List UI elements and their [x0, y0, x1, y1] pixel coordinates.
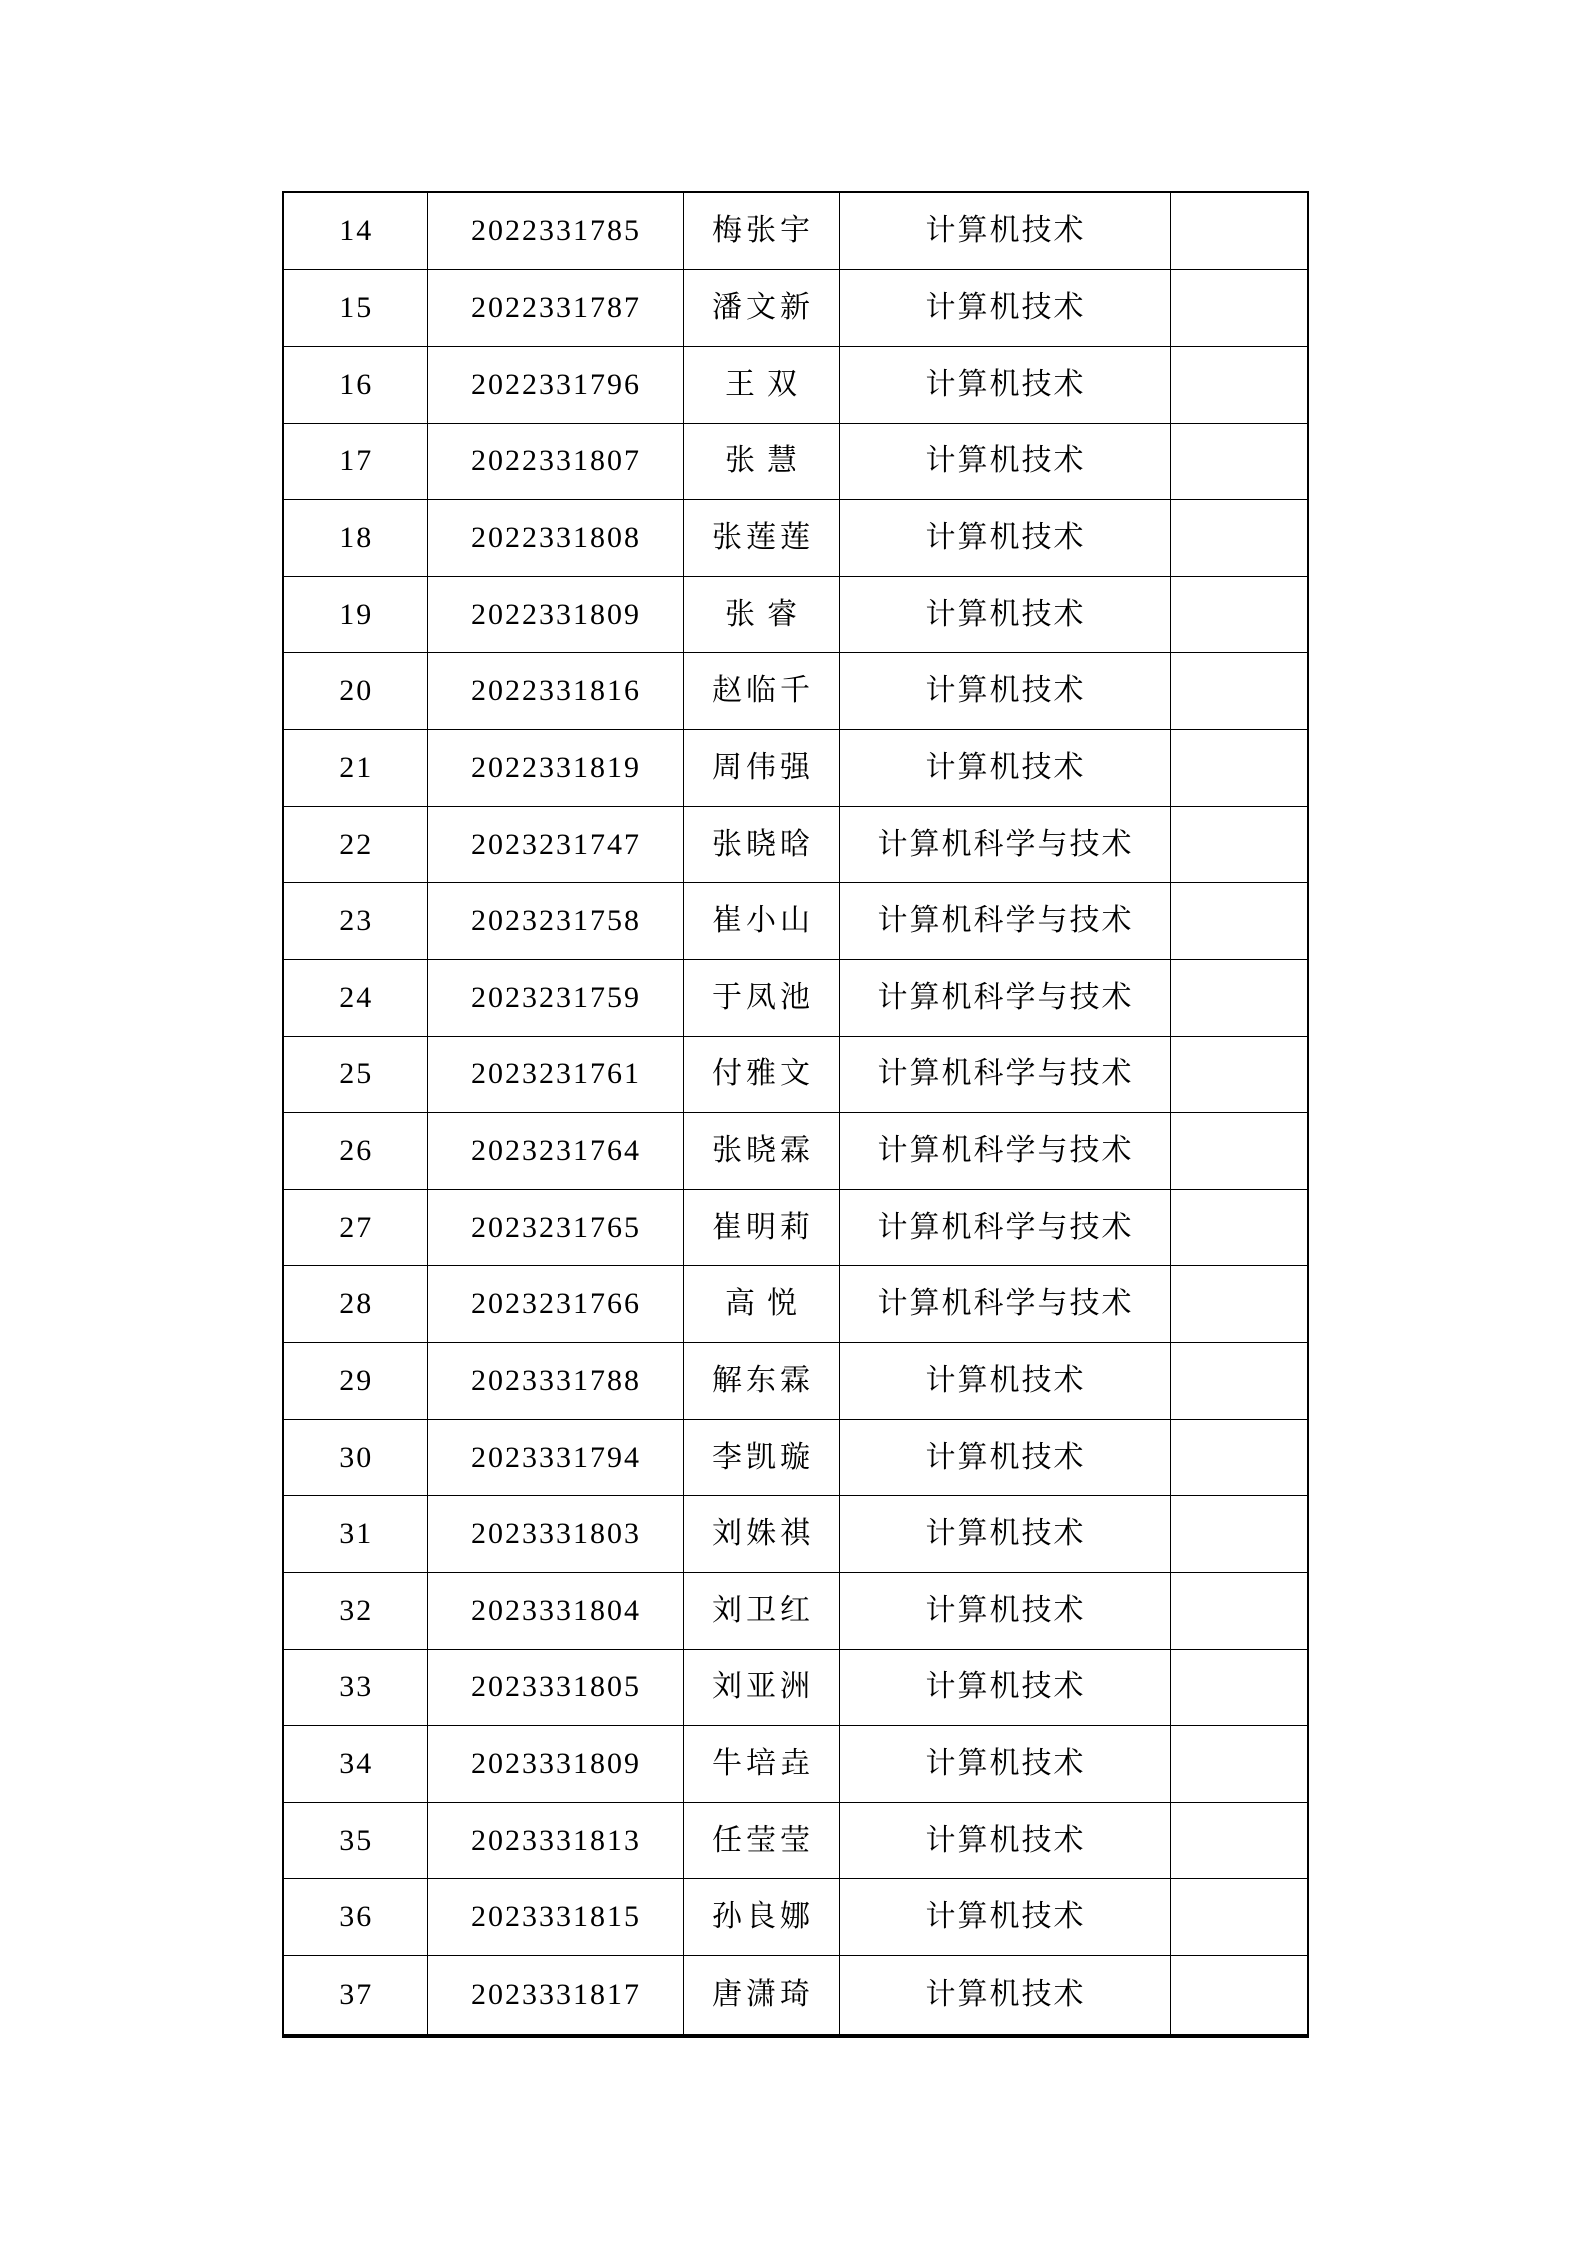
cell-remark	[1170, 1726, 1308, 1803]
cell-remark	[1170, 1113, 1308, 1190]
table-row	[283, 423, 1308, 500]
cell-remark	[1170, 423, 1308, 500]
cell-remark	[1170, 346, 1308, 423]
table-row	[283, 1343, 1308, 1420]
cell-row-number: 16	[283, 346, 427, 423]
cell-major: 计算机技术	[839, 423, 1170, 500]
cell-student-id: 2023231759	[427, 959, 683, 1036]
cell-student-id: 2023331794	[427, 1419, 683, 1496]
cell-student-name: 牛培垚	[683, 1726, 839, 1803]
cell-row-number: 19	[283, 576, 427, 653]
cell-major: 计算机科学与技术	[839, 1113, 1170, 1190]
cell-remark	[1170, 730, 1308, 807]
cell-remark	[1170, 1036, 1308, 1113]
cell-row-number: 18	[283, 500, 427, 577]
cell-row-number: 22	[283, 806, 427, 883]
cell-student-id: 2022331816	[427, 653, 683, 730]
table-row	[283, 806, 1308, 883]
cell-student-id: 2022331807	[427, 423, 683, 500]
cell-row-number: 36	[283, 1879, 427, 1956]
cell-major: 计算机技术	[839, 1343, 1170, 1420]
cell-student-name: 孙良娜	[683, 1879, 839, 1956]
cell-student-name: 刘亚洲	[683, 1649, 839, 1726]
cell-student-name: 梅张宇	[683, 192, 839, 270]
cell-remark	[1170, 576, 1308, 653]
cell-student-id: 2023231764	[427, 1113, 683, 1190]
cell-remark	[1170, 1343, 1308, 1420]
cell-student-id: 2023331813	[427, 1802, 683, 1879]
cell-row-number: 26	[283, 1113, 427, 1190]
table-row	[283, 1113, 1308, 1190]
cell-row-number: 32	[283, 1572, 427, 1649]
cell-major: 计算机技术	[839, 1802, 1170, 1879]
cell-remark	[1170, 1956, 1308, 2036]
cell-remark	[1170, 1266, 1308, 1343]
table-row	[283, 883, 1308, 960]
table-row	[283, 1419, 1308, 1496]
cell-major: 计算机技术	[839, 1726, 1170, 1803]
cell-remark	[1170, 653, 1308, 730]
cell-row-number: 14	[283, 192, 427, 270]
table-row	[283, 959, 1308, 1036]
cell-row-number: 29	[283, 1343, 427, 1420]
cell-student-name: 解东霖	[683, 1343, 839, 1420]
cell-major: 计算机技术	[839, 1572, 1170, 1649]
cell-row-number: 25	[283, 1036, 427, 1113]
table-row	[283, 1572, 1308, 1649]
cell-student-name: 于凤池	[683, 959, 839, 1036]
cell-student-id: 2023331809	[427, 1726, 683, 1803]
cell-row-number: 27	[283, 1189, 427, 1266]
cell-student-id: 2023231747	[427, 806, 683, 883]
table-row	[283, 653, 1308, 730]
cell-student-id: 2023231765	[427, 1189, 683, 1266]
cell-remark	[1170, 1496, 1308, 1573]
cell-major: 计算机科学与技术	[839, 1189, 1170, 1266]
cell-student-id: 2023231766	[427, 1266, 683, 1343]
cell-major: 计算机技术	[839, 653, 1170, 730]
cell-student-id: 2023231758	[427, 883, 683, 960]
cell-major: 计算机科学与技术	[839, 806, 1170, 883]
cell-student-name: 赵临千	[683, 653, 839, 730]
cell-row-number: 33	[283, 1649, 427, 1726]
cell-row-number: 17	[283, 423, 427, 500]
cell-student-id: 2022331809	[427, 576, 683, 653]
cell-remark	[1170, 1802, 1308, 1879]
cell-student-name: 崔小山	[683, 883, 839, 960]
cell-student-name: 张睿	[683, 576, 839, 653]
cell-student-id: 2023331788	[427, 1343, 683, 1420]
cell-major: 计算机技术	[839, 346, 1170, 423]
cell-remark	[1170, 192, 1308, 270]
cell-major: 计算机技术	[839, 1419, 1170, 1496]
cell-row-number: 23	[283, 883, 427, 960]
cell-row-number: 30	[283, 1419, 427, 1496]
table-row	[283, 1036, 1308, 1113]
cell-student-name: 王双	[683, 346, 839, 423]
cell-student-name: 高悦	[683, 1266, 839, 1343]
table-row	[283, 1266, 1308, 1343]
cell-major: 计算机技术	[839, 1496, 1170, 1573]
cell-row-number: 21	[283, 730, 427, 807]
table-row	[283, 1189, 1308, 1266]
cell-remark	[1170, 1572, 1308, 1649]
table-row	[283, 500, 1308, 577]
table-row	[283, 1726, 1308, 1803]
cell-remark	[1170, 959, 1308, 1036]
cell-student-name: 崔明莉	[683, 1189, 839, 1266]
cell-student-id: 2023331805	[427, 1649, 683, 1726]
cell-row-number: 28	[283, 1266, 427, 1343]
cell-student-name: 张慧	[683, 423, 839, 500]
cell-major: 计算机科学与技术	[839, 1036, 1170, 1113]
cell-student-id: 2023331815	[427, 1879, 683, 1956]
cell-student-name: 张晓晗	[683, 806, 839, 883]
cell-row-number: 24	[283, 959, 427, 1036]
cell-row-number: 15	[283, 270, 427, 347]
cell-major: 计算机技术	[839, 730, 1170, 807]
cell-remark	[1170, 883, 1308, 960]
table-row	[283, 192, 1308, 270]
table-row	[283, 1649, 1308, 1726]
cell-student-id: 2022331785	[427, 192, 683, 270]
table-row	[283, 576, 1308, 653]
cell-row-number: 37	[283, 1956, 427, 2036]
cell-major: 计算机技术	[839, 1956, 1170, 2036]
cell-remark	[1170, 500, 1308, 577]
table-row	[283, 1956, 1308, 2036]
cell-student-name: 任莹莹	[683, 1802, 839, 1879]
cell-major: 计算机技术	[839, 576, 1170, 653]
cell-major: 计算机技术	[839, 270, 1170, 347]
cell-row-number: 31	[283, 1496, 427, 1573]
student-roster-table	[282, 191, 1309, 2038]
cell-remark	[1170, 270, 1308, 347]
roster-table-body	[283, 192, 1308, 2036]
cell-student-name: 唐潇琦	[683, 1956, 839, 2036]
cell-student-id: 2022331787	[427, 270, 683, 347]
cell-student-name: 张莲莲	[683, 500, 839, 577]
table-row	[283, 346, 1308, 423]
table-row	[283, 1879, 1308, 1956]
cell-remark	[1170, 1189, 1308, 1266]
cell-student-name: 周伟强	[683, 730, 839, 807]
cell-student-name: 刘姝祺	[683, 1496, 839, 1573]
cell-row-number: 34	[283, 1726, 427, 1803]
cell-student-id: 2023331803	[427, 1496, 683, 1573]
cell-major: 计算机科学与技术	[839, 1266, 1170, 1343]
cell-student-name: 刘卫红	[683, 1572, 839, 1649]
cell-major: 计算机科学与技术	[839, 883, 1170, 960]
cell-major: 计算机技术	[839, 192, 1170, 270]
table-row	[283, 270, 1308, 347]
table-row	[283, 1802, 1308, 1879]
cell-remark	[1170, 806, 1308, 883]
cell-student-id: 2023331804	[427, 1572, 683, 1649]
cell-student-id: 2022331819	[427, 730, 683, 807]
cell-major: 计算机技术	[839, 1649, 1170, 1726]
cell-student-name: 潘文新	[683, 270, 839, 347]
cell-student-name: 李凯璇	[683, 1419, 839, 1496]
table-row	[283, 730, 1308, 807]
cell-student-id: 2023231761	[427, 1036, 683, 1113]
cell-row-number: 20	[283, 653, 427, 730]
cell-major: 计算机技术	[839, 1879, 1170, 1956]
cell-major: 计算机科学与技术	[839, 959, 1170, 1036]
cell-remark	[1170, 1879, 1308, 1956]
cell-remark	[1170, 1419, 1308, 1496]
cell-student-name: 张晓霖	[683, 1113, 839, 1190]
cell-remark	[1170, 1649, 1308, 1726]
cell-student-id: 2023331817	[427, 1956, 683, 2036]
cell-row-number: 35	[283, 1802, 427, 1879]
cell-student-id: 2022331808	[427, 500, 683, 577]
cell-student-name: 付雅文	[683, 1036, 839, 1113]
table-row	[283, 1496, 1308, 1573]
cell-student-id: 2022331796	[427, 346, 683, 423]
cell-major: 计算机技术	[839, 500, 1170, 577]
